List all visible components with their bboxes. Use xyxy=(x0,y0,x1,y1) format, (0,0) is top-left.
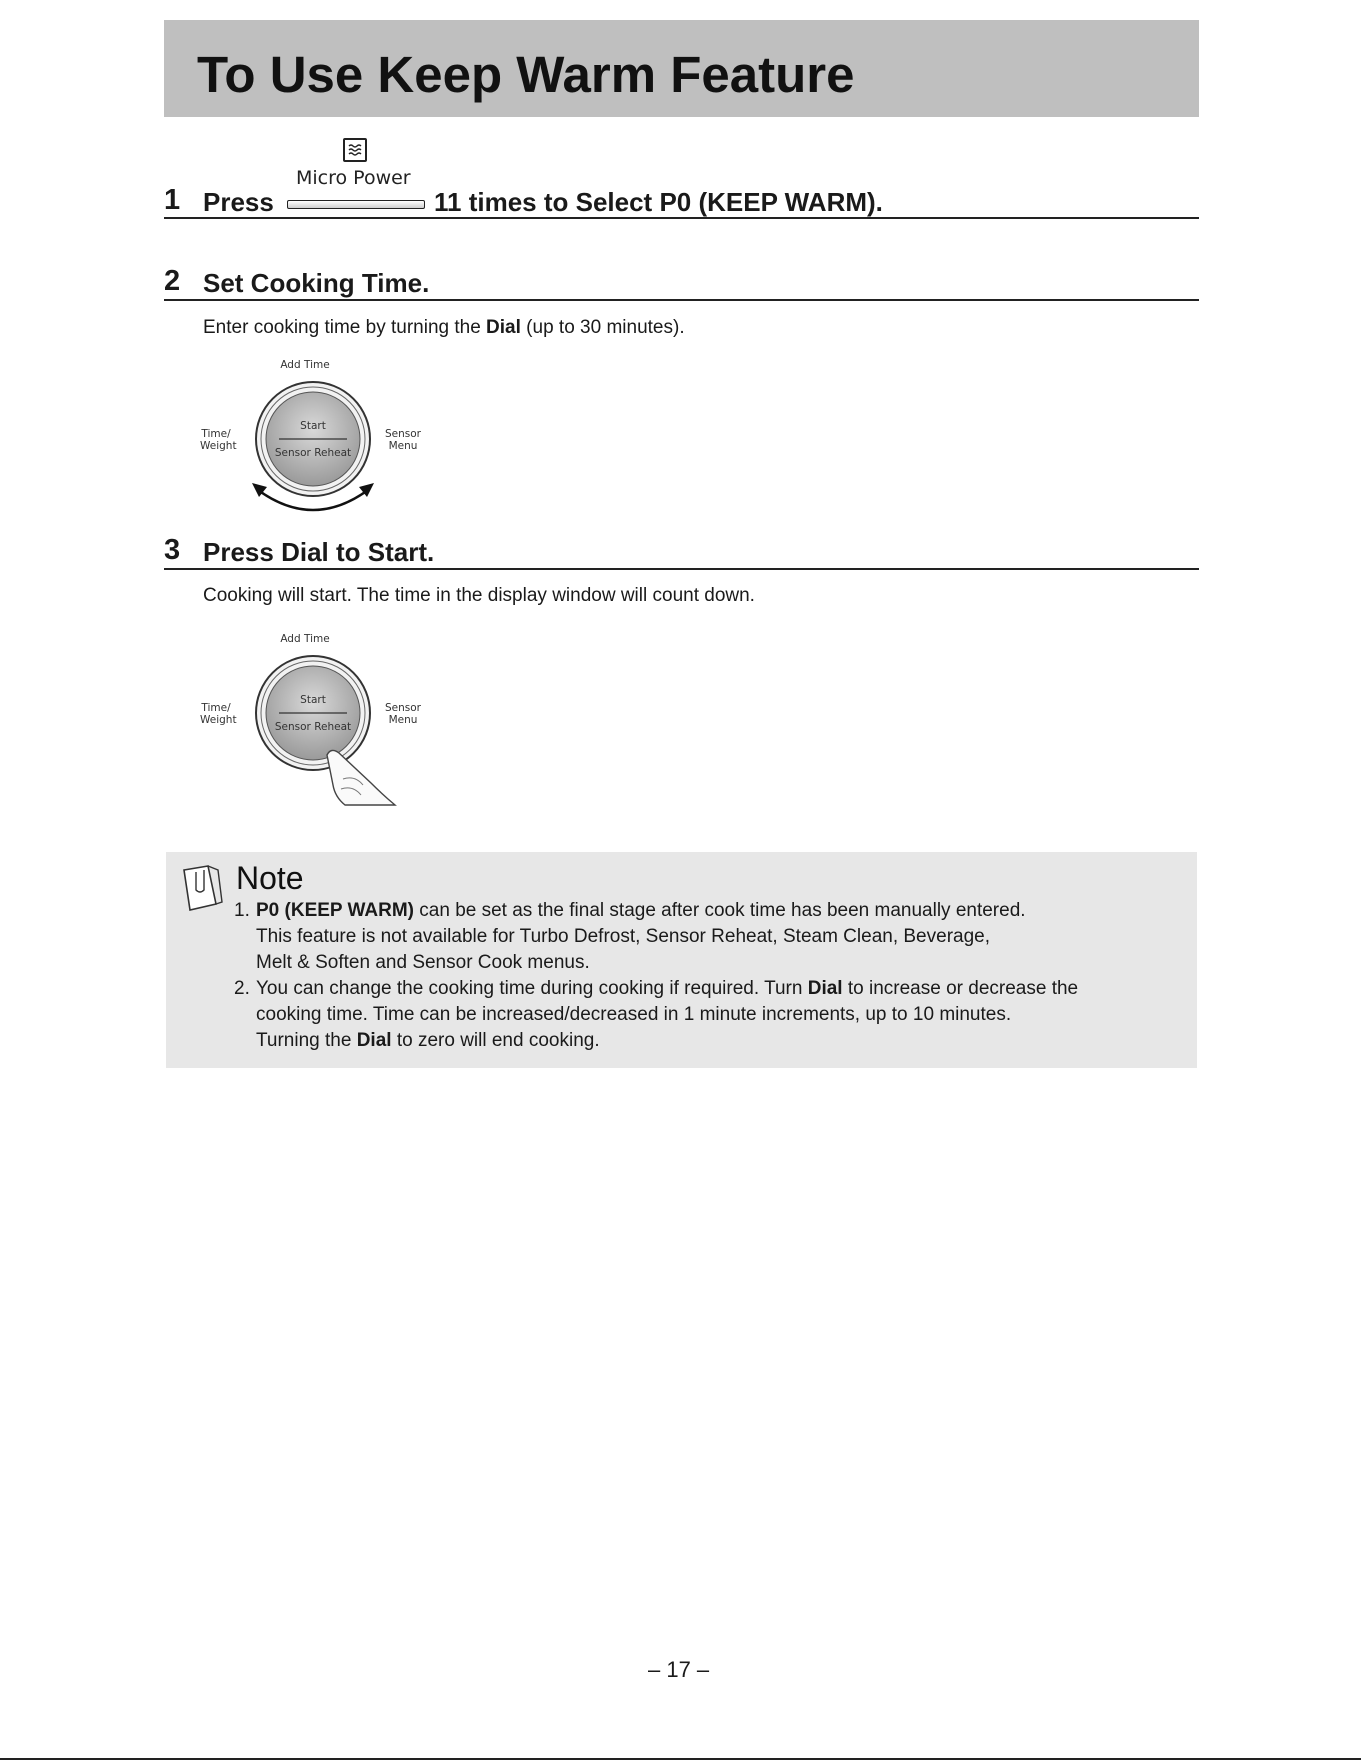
note-item-1-num: 1. xyxy=(234,900,250,921)
note-item-2-line-1-bold: Dial xyxy=(807,978,843,999)
step-3-text: Cooking will start. The time in the display window will count down. xyxy=(203,585,755,606)
note-item-1 xyxy=(234,898,1184,978)
dial-press-illustration xyxy=(195,629,455,809)
dial-right-label-1: Sensor xyxy=(385,428,421,440)
note-item-2-line-3-b: to zero will end cooking. xyxy=(391,1030,600,1051)
dial-left-label-1: Time/ xyxy=(201,428,231,440)
micro-power-label: Micro Power xyxy=(296,167,411,189)
note-item-2-line-3-bold: Dial xyxy=(356,1030,392,1051)
step-2-text xyxy=(203,318,685,337)
note-item-2-num: 2. xyxy=(234,978,250,999)
note-item-1-line-1-rest: can be set as the final stage after cook time has been manually entered. xyxy=(414,900,1026,921)
note-item-2-line-1-b: to increase or decrease the xyxy=(842,978,1079,999)
note-title: Note xyxy=(236,860,304,896)
step-2-title: Set Cooking Time. xyxy=(203,268,430,298)
note-paper-icon xyxy=(178,862,224,914)
page-number: – 17 – xyxy=(648,1657,710,1682)
dial-sensor-reheat-label: Sensor Reheat xyxy=(274,721,352,733)
note-item-2-line-1 xyxy=(256,976,1078,1002)
step-3-title: Press Dial to Start. xyxy=(203,537,435,567)
dial-right-label-1: Sensor xyxy=(385,702,421,714)
step-2-number: 2 xyxy=(164,265,181,297)
note-item-1-line-1 xyxy=(256,898,1026,924)
dial-right-label-2: Menu xyxy=(388,714,418,727)
finger-press-icon xyxy=(327,750,395,805)
note-item-1-bold: P0 (KEEP WARM) xyxy=(256,900,415,921)
step-2-text-a: Enter cooking time by turning the xyxy=(203,317,487,338)
dial-right-label-2: Menu xyxy=(388,440,418,453)
micro-power-button[interactable] xyxy=(287,200,425,209)
dial-knob[interactable] xyxy=(195,629,455,809)
page-title: To Use Keep Warm Feature xyxy=(197,46,855,103)
step-1-instruction: 11 times to Select P0 (KEEP WARM). xyxy=(434,187,883,217)
step-3-rule xyxy=(164,568,1199,570)
note-box xyxy=(166,852,1197,1068)
step-1-press: Press xyxy=(203,187,274,217)
dial-knob[interactable] xyxy=(195,355,455,535)
step-2-rule xyxy=(164,299,1199,301)
title-bar xyxy=(164,20,1199,117)
dial-left-label-2: Weight xyxy=(200,440,237,453)
step-1-number: 1 xyxy=(164,184,181,216)
step-2-text-b: (up to 30 minutes). xyxy=(520,317,685,338)
dial-turn-illustration xyxy=(195,355,455,535)
dial-add-time-label: Add Time xyxy=(280,359,330,371)
note-item-1-line-3: Melt & Soften and Sensor Cook menus. xyxy=(256,952,590,973)
note-item-1-line-2: This feature is not available for Turbo Defrost, Sensor Reheat, Steam Clean, Beverage, xyxy=(256,926,990,947)
dial-left-label-1: Time/ xyxy=(201,702,231,714)
step-3-number: 3 xyxy=(164,534,181,566)
microwave-wave-icon xyxy=(343,138,367,162)
dial-sensor-reheat-label: Sensor Reheat xyxy=(274,447,352,459)
note-item-2 xyxy=(234,976,1184,1056)
step-1-rule xyxy=(164,217,1199,219)
note-item-2-line-1-a: You can change the cooking time during cooking if required. Turn xyxy=(256,978,808,999)
dial-start-label: Start xyxy=(300,420,326,432)
note-item-2-line-3-a: Turning the xyxy=(256,1030,357,1051)
dial-add-time-label: Add Time xyxy=(280,633,330,645)
note-item-2-line-3 xyxy=(256,1028,600,1054)
dial-start-label: Start xyxy=(300,694,326,706)
step-2-text-bold: Dial xyxy=(486,317,521,338)
note-item-2-line-2: cooking time. Time can be increased/decreased in 1 minute increments, up to 10 minutes. xyxy=(256,1004,1012,1025)
dial-left-label-2: Weight xyxy=(200,714,237,727)
bottom-rule xyxy=(0,1758,1361,1760)
